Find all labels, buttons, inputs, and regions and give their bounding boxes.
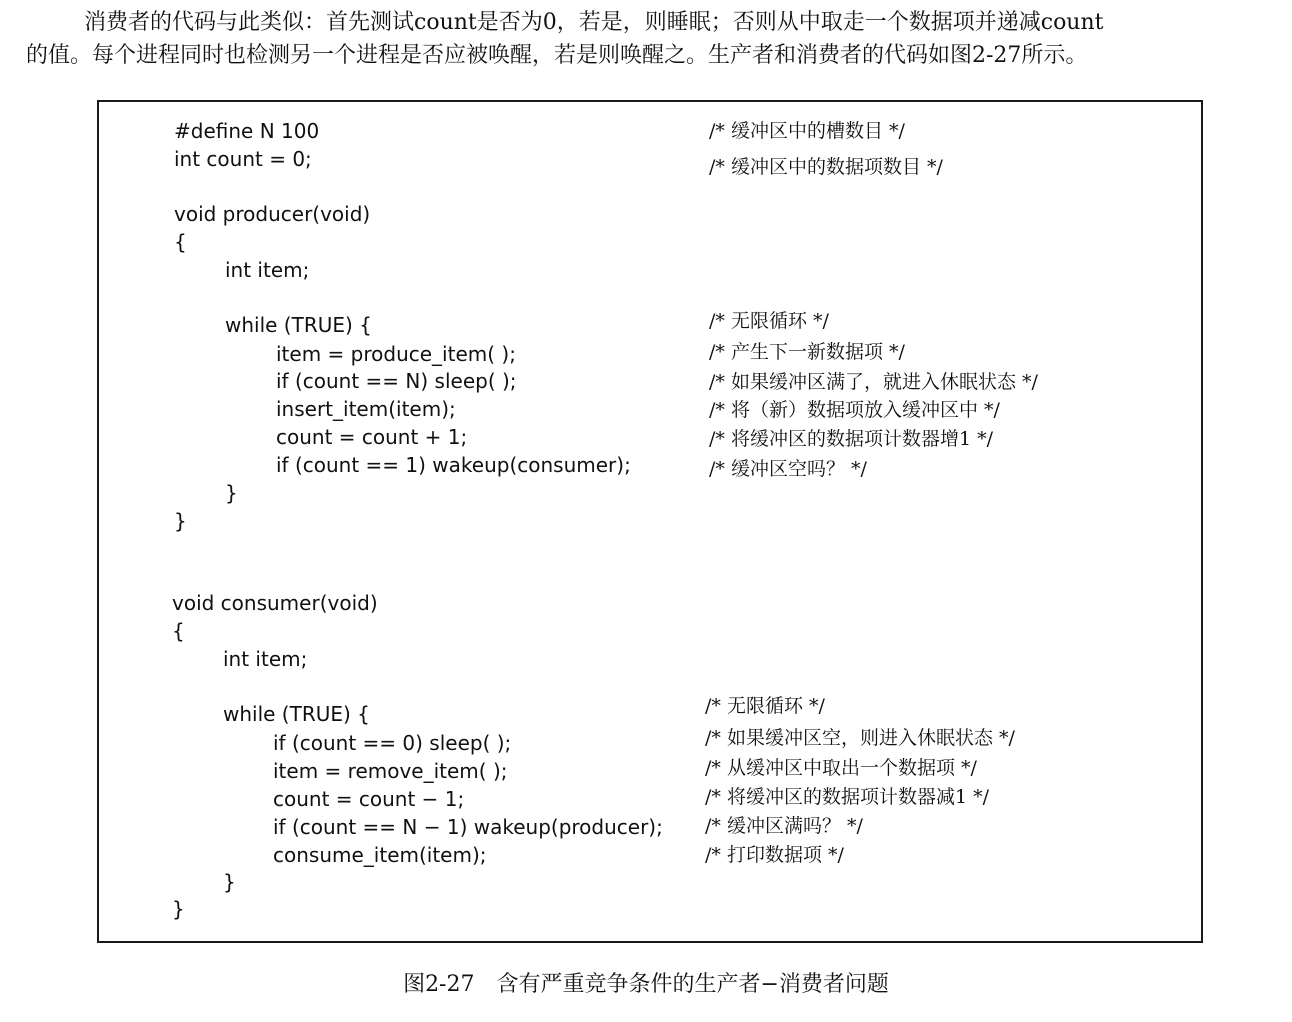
code-line: while (TRUE) {	[223, 702, 370, 726]
code-line: if (count == N) sleep( );	[276, 369, 517, 393]
code-comment: /* 将缓冲区的数据项计数器增1 */	[709, 428, 993, 450]
code-line: insert_item(item);	[276, 397, 456, 421]
code-line: count = count + 1;	[276, 425, 468, 449]
code-line: while (TRUE) {	[225, 313, 372, 337]
code-line: #define N 100	[174, 119, 320, 143]
code-line: void producer(void)	[174, 202, 371, 226]
code-line: void consumer(void)	[172, 591, 378, 615]
intro-line-1: 消费者的代码与此类似：首先测试count是否为0，若是，则睡眠；否则从中取走一个数据项并递减count	[84, 10, 1104, 35]
code-line: {	[174, 230, 187, 254]
code-line: }	[174, 509, 187, 533]
code-comment: /* 缓冲区中的槽数目 */	[709, 120, 905, 142]
figure-title: 含有严重竞争条件的生产者−消费者问题	[496, 972, 889, 997]
code-comment: /* 缓冲区中的数据项数目 */	[709, 156, 943, 178]
code-comment: /* 从缓冲区中取出一个数据项 */	[705, 757, 977, 779]
code-line: }	[172, 897, 185, 921]
code-line: if (count == 0) sleep( );	[273, 731, 512, 755]
code-line: int item;	[223, 647, 308, 671]
code-comment: /* 如果缓冲区满了，就进入休眠状态 */	[709, 371, 1038, 393]
intro-paragraph	[26, 6, 1286, 72]
code-line: int count = 0;	[174, 147, 312, 171]
code-comment: /* 缓冲区空吗？ */	[709, 458, 867, 480]
figure-number: 图2-27	[403, 972, 475, 997]
code-figure-box	[97, 100, 1203, 943]
code-comment: /* 如果缓冲区空，则进入休眠状态 */	[705, 727, 1015, 749]
code-line: int item;	[225, 258, 310, 282]
code-line: count = count − 1;	[273, 787, 465, 811]
code-comment: /* 缓冲区满吗？ */	[705, 815, 863, 837]
code-comment: /* 将（新）数据项放入缓冲区中 */	[709, 399, 1000, 421]
code-line: }	[225, 481, 238, 505]
code-comment: /* 打印数据项 */	[705, 844, 844, 866]
code-line: consume_item(item);	[273, 843, 487, 867]
code-line: if (count == 1) wakeup(consumer);	[276, 453, 631, 477]
code-line: if (count == N − 1) wakeup(producer);	[273, 815, 663, 839]
intro-line-2: 的值。每个进程同时也检测另一个进程是否应被唤醒，若是则唤醒之。生产者和消费者的代码如图2-27所示。	[26, 43, 1088, 68]
code-comment: /* 无限循环 */	[709, 310, 829, 332]
code-comment: /* 无限循环 */	[705, 695, 825, 717]
code-line: }	[223, 870, 236, 894]
code-line: item = produce_item( );	[276, 342, 516, 366]
code-comment: /* 产生下一新数据项 */	[709, 341, 905, 363]
code-comment: /* 将缓冲区的数据项计数器减1 */	[705, 786, 989, 808]
code-line: item = remove_item( );	[273, 759, 508, 783]
figure-caption	[0, 970, 1292, 1000]
code-line: {	[172, 619, 185, 643]
